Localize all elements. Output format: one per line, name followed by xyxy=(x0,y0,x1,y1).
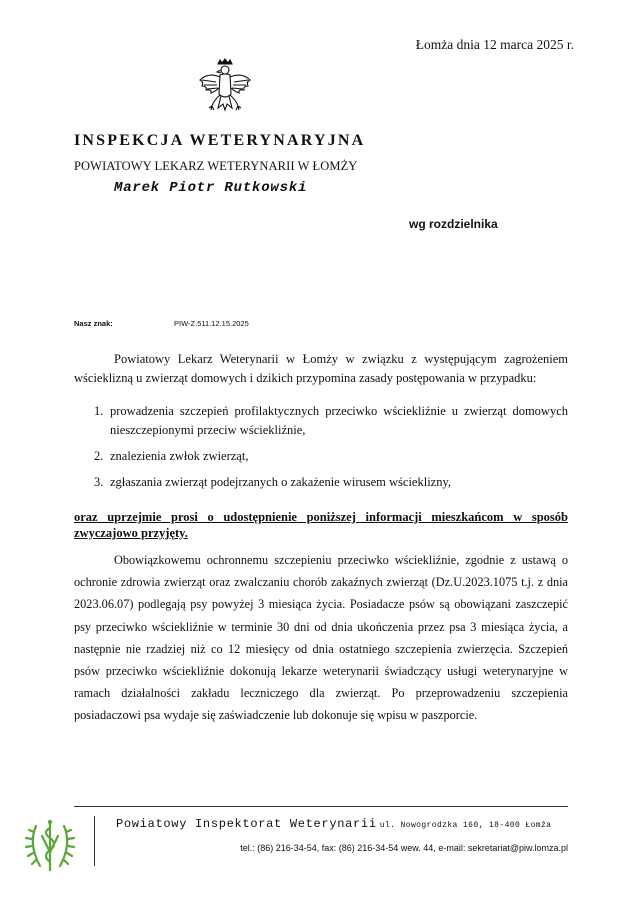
reference-number: PIW-Z.511.12.15.2025 xyxy=(174,319,249,328)
official-name: Marek Piotr Rutkowski xyxy=(114,180,308,196)
institution-name: INSPEKCJA WETERYNARYJNA xyxy=(74,132,366,149)
letter-date: Łomża dnia 12 marca 2025 r. xyxy=(415,37,574,52)
request-statement: oraz uprzejmie prosi o udostępnienie poniższej informacji mieszkańcom w sposób zwyczajowo przyjęty. xyxy=(74,510,568,540)
vaccination-paragraph: Obowiązkowemu ochronnemu szczepieniu przeciwko wściekliźnie, zgodnie z ustawą o ochronie zdrowia zwierząt oraz zwalczaniu chorób zakaźnych zwierząt (Dz.U.2023.1075 t.j. z dnia 2023.06.07) podlegają psy powyżej 3 miesiąca życia. Posiadacze psów są obowiązani zaszczepić psy przeciwko wściekliźnie w terminie 30 dni od dnia ukończenia przez psa 3 miesiąca życia, a następnie nie rzadziej niż co 12 miesięcy od dnia ostatniego szczepienia zwierzęcia. Szczepień psów przeciwko wściekliźnie dokonują lekarze weterynarii świadczący usługi weterynaryjne w ramach działalności zakładu leczniczego dla zwierząt. Po przeprowadzeniu szczepienia posiadaczowi psa wydaje się zaświadczenie lub dokonuje się wpisu w paszporcie. xyxy=(74,553,568,723)
footer-address: ul. Nowogrodzka 160, 18-400 Łomża xyxy=(379,821,552,830)
list-item xyxy=(94,402,568,440)
intro-paragraph: Powiatowy Lekarz Weterynarii w Łomży w związku z występującym zagrożeniem wścieklizną u zwierząt domowych i dzikich przypomina zasady postępowania w przypadku: xyxy=(74,352,568,385)
footer-contact: tel.: (86) 216-34-54, fax: (86) 216-34-54 wew. 44, e-mail: sekretariat@piw.lomza.pl xyxy=(240,843,568,853)
footer-organization-name: Powiatowy Inspektorat Weterynarii xyxy=(116,817,377,831)
white-eagle-emblem-icon xyxy=(194,58,256,122)
list-item-number: 3. xyxy=(94,475,104,489)
list-item xyxy=(94,473,568,492)
reference-label: Nasz znak: xyxy=(74,319,113,328)
list-item-number: 2. xyxy=(94,449,104,463)
veterinary-inspection-logo-icon xyxy=(22,816,78,876)
list-item-number: 1. xyxy=(94,404,104,418)
footer-divider-line xyxy=(74,806,568,807)
list-item-text: zgłaszania zwierząt podejrzanych o zakażenie wirusem wścieklizny, xyxy=(110,475,452,489)
official-title: POWIATOWY LEKARZ WETERYNARII W ŁOMŻY xyxy=(74,159,358,173)
procedure-list xyxy=(94,402,568,499)
footer-vertical-divider xyxy=(94,816,95,866)
footer-organization xyxy=(116,817,551,831)
list-item-text: prowadzenia szczepień profilaktycznych przeciwko wściekliźnie u zwierząt domowych nieszczepionymi przeciw wściekliźnie, xyxy=(110,404,568,437)
list-item-text: znalezienia zwłok zwierząt, xyxy=(110,449,249,463)
list-item xyxy=(94,447,568,466)
recipient: wg rozdzielnika xyxy=(409,217,498,231)
